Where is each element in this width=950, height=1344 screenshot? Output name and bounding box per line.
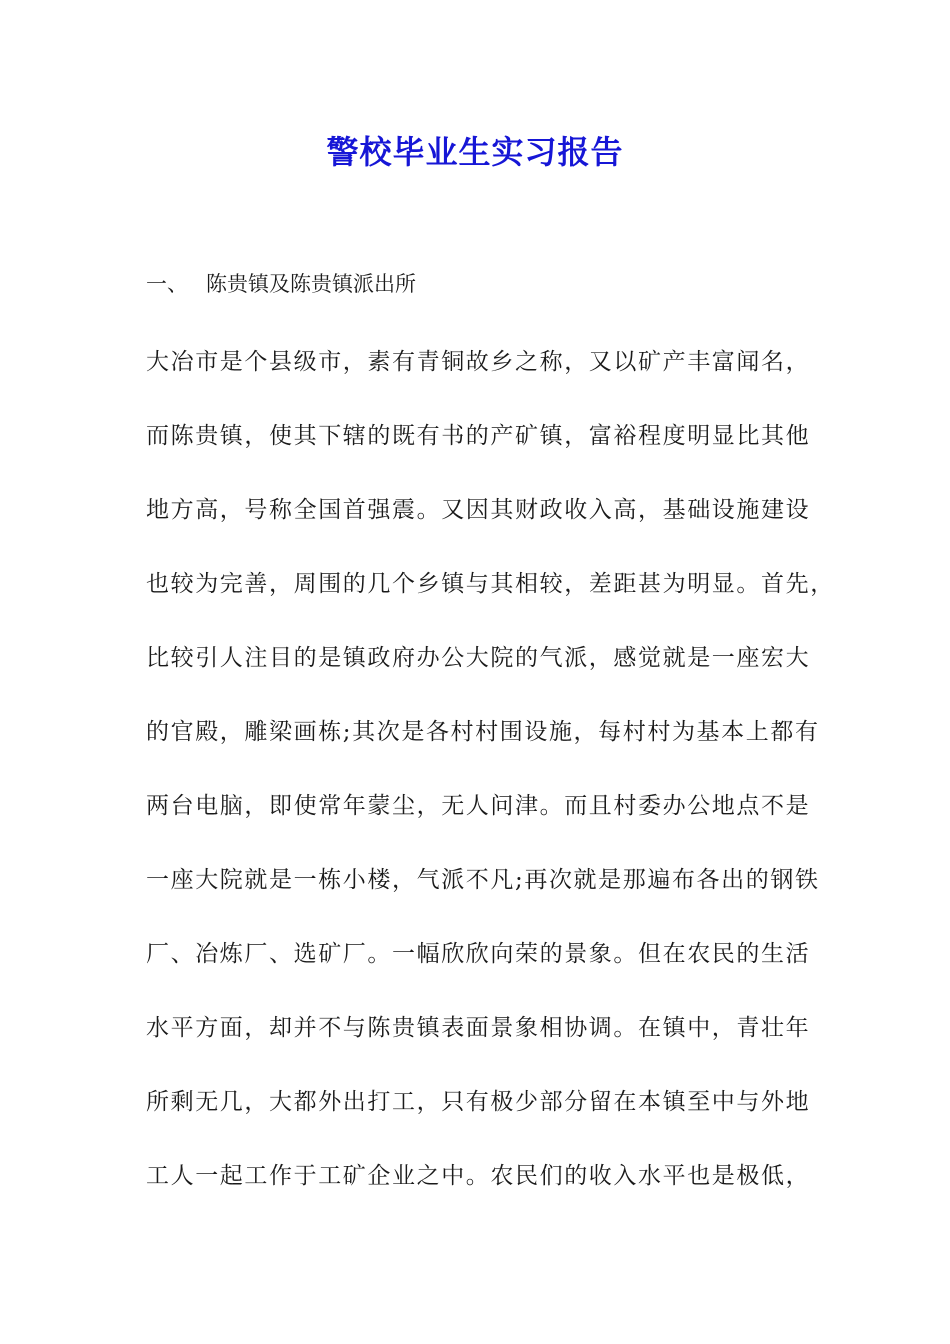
section-heading xyxy=(146,266,416,302)
section-heading-text: 陈贵镇及陈贵镇派出所 xyxy=(206,272,416,296)
body-line: 工人一起工作于工矿企业之中。农民们的收入水平也是极低， xyxy=(146,1163,811,1189)
body-line: 一座大院就是一栋小楼，气派不凡;再次就是那遍布各出的钢铁 xyxy=(146,867,820,893)
body-line: 水平方面，却并不与陈贵镇表面景象相协调。在镇中，青壮年 xyxy=(146,1015,811,1041)
section-number: 一、 xyxy=(146,272,188,296)
body-line: 比较引人注目的是镇政府办公大院的气派，感觉就是一座宏大 xyxy=(146,645,811,671)
body-line: 地方高，号称全国首强震。又因其财政收入高，基础设施建设 xyxy=(146,497,811,523)
body-text xyxy=(146,340,835,1228)
body-line: 大冶市是个县级市，素有青铜故乡之称，又以矿产丰富闻名， xyxy=(146,349,811,375)
document-title: 警校毕业生实习报告 xyxy=(326,133,624,171)
body-line: 两台电脑，即使常年蒙尘，无人问津。而且村委办公地点不是 xyxy=(146,793,811,819)
body-line: 的官殿，雕梁画栋;其次是各村村围设施，每村村为基本上都有 xyxy=(146,719,820,745)
body-line: 也较为完善，周围的几个乡镇与其相较，差距甚为明显。首先， xyxy=(146,571,835,597)
body-line: 而陈贵镇，使其下辖的既有书的产矿镇，富裕程度明显比其他 xyxy=(146,423,811,449)
body-line: 所剩无几，大都外出打工，只有极少部分留在本镇至中与外地 xyxy=(146,1089,811,1115)
body-line: 厂、冶炼厂、选矿厂。一幅欣欣向荣的景象。但在农民的生活 xyxy=(146,941,811,967)
